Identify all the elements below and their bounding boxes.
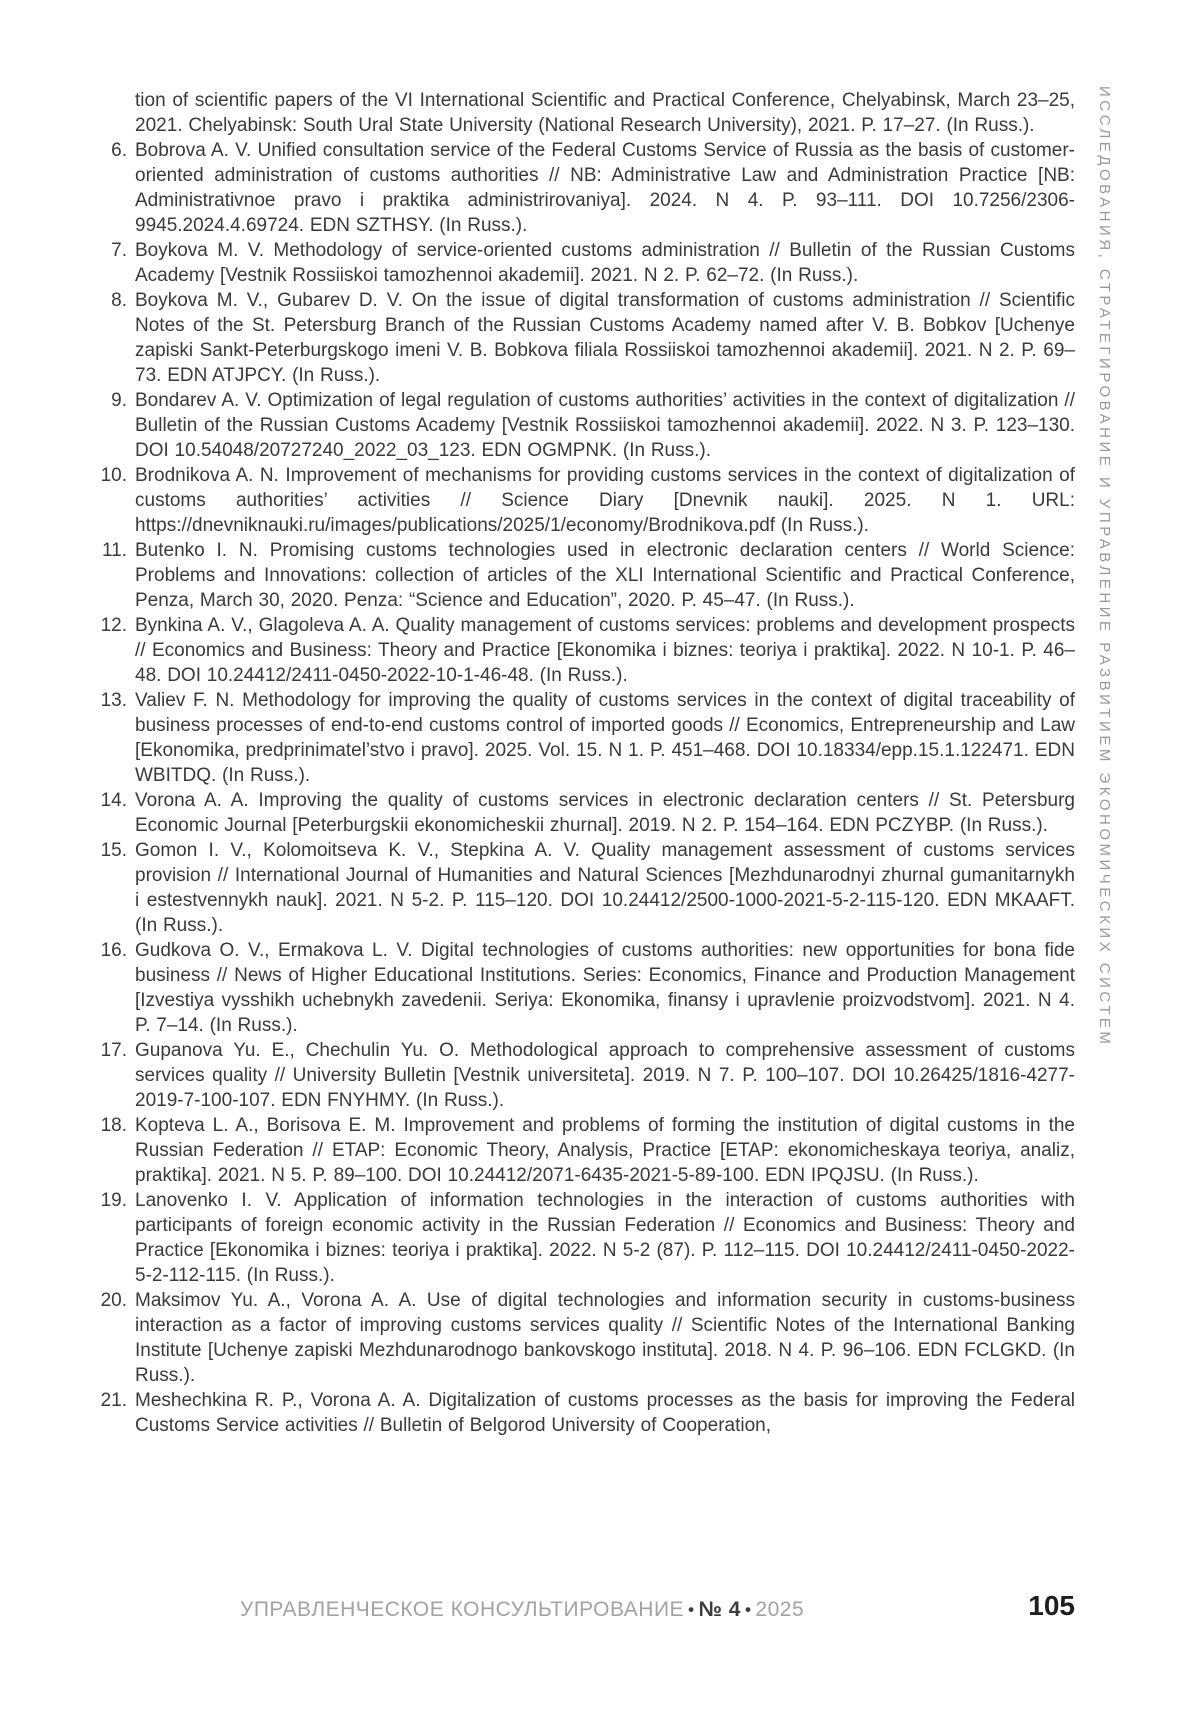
reference-text: Boykova M. V., Gubarev D. V. On the issue of digital transformation of customs administration // Scientific Notes of the St. Petersburg Branch of the Russian Customs Academy named after V. B. Bobkov [Uchenye zapiski Sankt-Peterburgskogo imeni V. B. Bobkova filiala Rossiiskoi tamozhennoi akademii]. 2021. N 2. P. 69–73. EDN ATJPCY. (In Russ.).	[135, 290, 1075, 386]
reference-number: 10.	[100, 465, 127, 486]
reference-text: Gudkova O. V., Ermakova L. V. Digital technologies of customs authorities: new opportunities for bona fide business // News of Higher Educational Institutions. Series: Economics, Finance and Production Management [Izvestiya vysshikh uchebnykh zavedenii. Seriya: Ekonomika, finansy i upravlenie proizvodstvom]. 2021. N 4. P. 7–14. (In Russ.).	[135, 940, 1075, 1036]
reference-item	[95, 688, 1075, 788]
reference-text: Kopteva L. A., Borisova E. M. Improvement and problems of forming the institution of digital customs in the Russian Federation // ETAP: Economic Theory, Analysis, Practice [ETAP: ekonomicheskaya teoriya, analiz, praktika]. 2021. N 5. P. 89–100. DOI 10.24412/2071-6435-2021-5-89-100. EDN IPQJSU. (In Russ.).	[135, 1115, 1075, 1186]
footer-journal-name: УПРАВЛЕНЧЕСКОЕ КОНСУЛЬТИРОВАНИЕ	[240, 1598, 685, 1621]
reference-item	[95, 288, 1075, 388]
footer-issue-number: № 4	[698, 1598, 741, 1621]
reference-item	[95, 1188, 1075, 1288]
reference-number: 14.	[100, 790, 127, 811]
reference-text: Bobrova A. V. Unified consultation service of the Federal Customs Service of Russia as the basis of customer-oriented administration of customs authorities // NB: Administrative Law and Administration Practice [NB: Administrativnoe pravo i praktika administrirovaniya]. 2024. N 4. P. 93–111. DOI 10.7256/2306-9945.2024.4.69724. EDN SZTHSY. (In Russ.).	[135, 140, 1075, 236]
reference-number: 20.	[100, 1290, 127, 1311]
reference-text: Boykova M. V. Methodology of service-oriented customs administration // Bulletin of the Russian Customs Academy [Vestnik Rossiiskoi tamozhennoi akademii]. 2021. N 2. P. 62–72. (In Russ.).	[135, 240, 1075, 286]
footer-separator-dot: •	[744, 1600, 752, 1619]
reference-item	[95, 388, 1075, 463]
reference-item	[95, 88, 1075, 138]
reference-item	[95, 788, 1075, 838]
reference-text: tion of scientific papers of the VI International Scientific and Practical Conference, Chelyabinsk, March 23–25, 2021. Chelyabinsk: South Ural State University (National Research University), 2021. P. 17–27. (In Russ.).	[135, 90, 1075, 136]
reference-text: Maksimov Yu. A., Vorona A. A. Use of digital technologies and information security in customs-business interaction as a factor of improving customs services quality // Scientific Notes of the International Banking Institute [Uchenye zapiski Mezhdunarodnogo bankovskogo instituta]. 2018. N 4. P. 96–106. EDN FCLGKD. (In Russ.).	[135, 1290, 1075, 1386]
reference-item	[95, 238, 1075, 288]
reference-text: Bynkina A. V., Glagoleva A. A. Quality management of customs services: problems and development prospects // Economics and Business: Theory and Practice [Ekonomika i biznes: teoriya i praktika]. 2022. N 10-1. P. 46–48. DOI 10.24412/2411-0450-2022-10-1-46-48. (In Russ.).	[135, 615, 1075, 686]
reference-text: Vorona A. A. Improving the quality of customs services in electronic declaration centers // St. Petersburg Economic Journal [Peterburgskii ekonomicheskii zhurnal]. 2019. N 2. P. 154–164. EDN PCZYBP. (In Russ.).	[135, 790, 1075, 836]
reference-item	[95, 1038, 1075, 1113]
reference-text: Meshechkina R. P., Vorona A. A. Digitalization of customs processes as the basis for improving the Federal Customs Service activities // Bulletin of Belgorod University of Cooperation,	[135, 1390, 1075, 1436]
reference-item	[95, 1388, 1075, 1438]
reference-item	[95, 1113, 1075, 1188]
reference-number: 21.	[100, 1390, 127, 1411]
reference-text: Gomon I. V., Kolomoitseva K. V., Stepkina A. V. Quality management assessment of customs services provision // International Journal of Humanities and Natural Sciences [Mezhdunarodnyi zhurnal gumanitarnykh i estestvennykh nauk]. 2021. N 5-2. P. 115–120. DOI 10.24412/2500-1000-2021-5-2-115-120. EDN MKAAFT. (In Russ.).	[135, 840, 1075, 936]
section-sidebar-title: ИССЛЕДОВАНИЯ, СТРАТЕГИРОВАНИЕ И УПРАВЛЕНИЕ РАЗВИТИЕМ ЭКОНОМИЧЕСКИХ СИСТЕМ	[1096, 86, 1113, 1048]
reference-list	[95, 88, 1075, 1438]
reference-number: 7.	[111, 240, 127, 261]
reference-number: 18.	[100, 1115, 127, 1136]
footer-year: 2025	[755, 1598, 805, 1621]
reference-text: Gupanova Yu. E., Chechulin Yu. O. Methodological approach to comprehensive assessment of customs services quality // University Bulletin [Vestnik universiteta]. 2019. N 7. P. 100–107. DOI 10.26425/1816-4277-2019-7-100-107. EDN FNYHMY. (In Russ.).	[135, 1040, 1075, 1111]
page-number: 105	[1028, 1590, 1075, 1621]
reference-text: Valiev F. N. Methodology for improving the quality of customs services in the context of digital traceability of business processes of end-to-end customs control of imported goods // Economics, Entrepreneurship and Law [Ekonomika, predprinimatel’stvo i pravo]. 2025. Vol. 15. N 1. P. 451–468. DOI 10.18334/epp.15.1.122471. EDN WBITDQ. (In Russ.).	[135, 690, 1075, 786]
reference-item	[95, 138, 1075, 238]
footer-journal-line	[240, 1598, 804, 1622]
reference-number: 15.	[100, 840, 127, 861]
reference-text: Lanovenko I. V. Application of information technologies in the interaction of customs authorities with participants of foreign economic activity in the Russian Federation // Economics and Business: Theory and Practice [Ekonomika i biznes: teoriya i praktika]. 2022. N 5-2 (87). P. 112–115. DOI 10.24412/2411-0450-2022-5-2-112-115. (In Russ.).	[135, 1190, 1075, 1286]
reference-number: 8.	[111, 290, 127, 311]
reference-item	[95, 463, 1075, 538]
reference-number: 13.	[100, 690, 127, 711]
reference-number: 6.	[111, 140, 127, 161]
reference-number: 11.	[101, 540, 127, 561]
reference-item	[95, 838, 1075, 938]
reference-text: Bondarev A. V. Optimization of legal regulation of customs authorities’ activities in the context of digitalization // Bulletin of the Russian Customs Academy [Vestnik Rossiiskoi tamozhennoi akademii]. 2022. N 3. P. 123–130. DOI 10.54048/20727240_2022_03_123. EDN OGMPNK. (In Russ.).	[135, 390, 1075, 461]
reference-item	[95, 938, 1075, 1038]
reference-number: 17.	[100, 1040, 127, 1061]
reference-text: Brodnikova A. N. Improvement of mechanisms for providing customs services in the context of digitalization of customs authorities’ activities // Science Diary [Dnevnik nauki]. 2025. N 1. URL: https://dnevniknauki.ru/images/publications/2025/1/economy/Brodnikova.pdf (In Russ.).	[135, 465, 1075, 536]
reference-number: 9.	[111, 390, 127, 411]
reference-text: Butenko I. N. Promising customs technologies used in electronic declaration centers // World Science: Problems and Innovations: collection of articles of the XLI International Scientific and Practical Conference, Penza, March 30, 2020. Penza: “Science and Education”, 2020. P. 45–47. (In Russ.).	[135, 540, 1075, 611]
reference-number: 19.	[100, 1190, 127, 1211]
reference-number: 12.	[100, 615, 127, 636]
reference-item	[95, 538, 1075, 613]
reference-item	[95, 613, 1075, 688]
reference-number: 16.	[100, 940, 127, 961]
reference-item	[95, 1288, 1075, 1388]
footer-separator-dot: •	[688, 1600, 695, 1619]
